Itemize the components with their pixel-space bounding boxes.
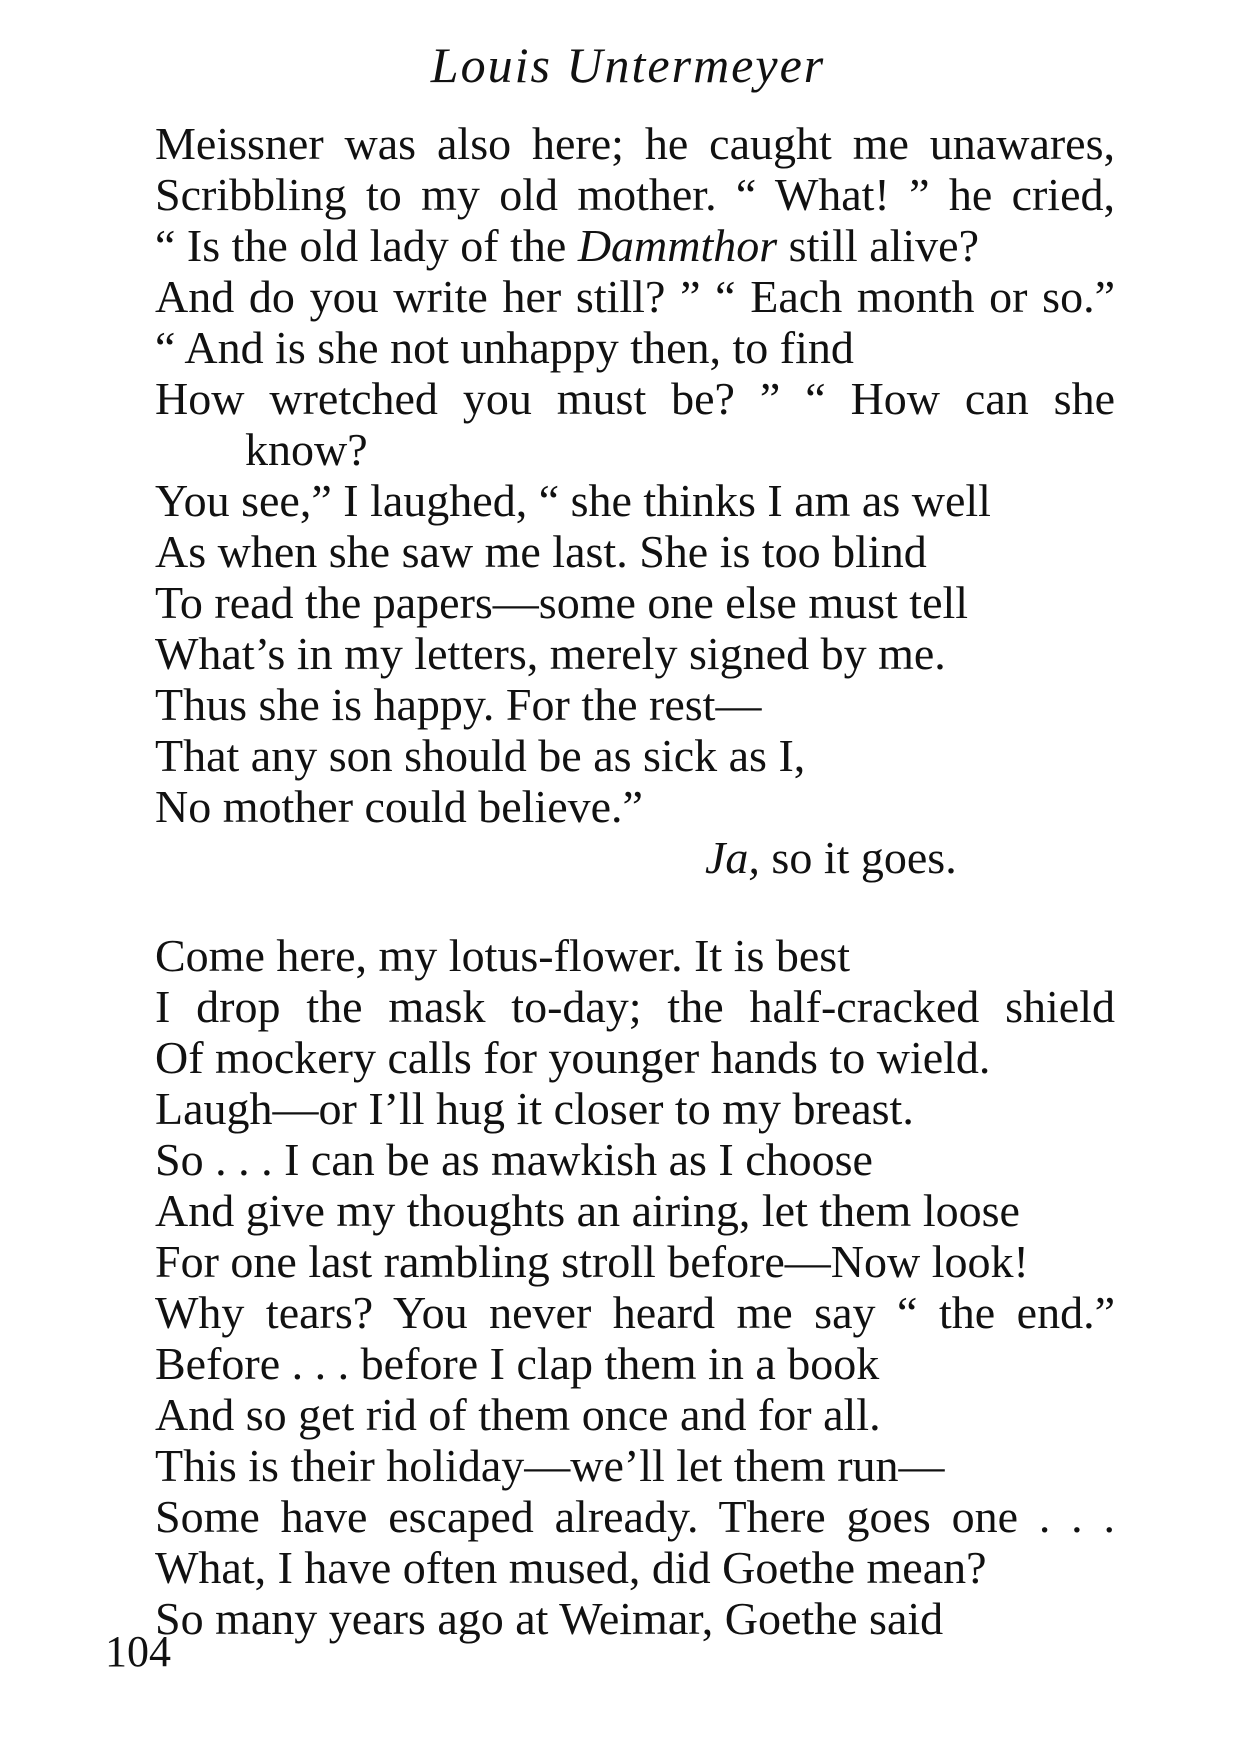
poem-line: Meissner was also here; he caught me unawares, — [155, 118, 1115, 169]
poem-line: Some have escaped already. There goes one . . . — [155, 1491, 1115, 1542]
poem-line: Before . . . before I clap them in a book — [155, 1338, 880, 1389]
poem-line: Of mockery calls for younger hands to wield. — [155, 1032, 991, 1083]
poem-line: Why tears? You never heard me say “ the end.” — [155, 1287, 1115, 1338]
running-head-author: Louis Untermeyer — [430, 37, 826, 93]
page-number: 104 — [105, 1627, 171, 1676]
poem-line: That any son should be as sick as I, — [155, 730, 806, 781]
line-text: still alive? — [777, 220, 980, 271]
poem-line: As when she saw me last. She is too blind — [155, 526, 927, 577]
stanza-1 — [155, 118, 1115, 883]
poem-line: I drop the mask to-day; the half-cracked shield — [155, 981, 1115, 1032]
italic-word: Ja, — [705, 832, 760, 883]
poem-line: You see,” I laughed, “ she thinks I am as well — [155, 475, 991, 526]
poem-line-dropped — [155, 832, 1115, 883]
poem-line: And give my thoughts an airing, let them loose — [155, 1185, 1020, 1236]
poem-line: For one last rambling stroll before—Now look! — [155, 1236, 1029, 1287]
poem-line: Scribbling to my old mother. “ What! ” he cried, — [155, 169, 1115, 220]
poem-line: How wretched you must be? ” “ How can she — [155, 373, 1115, 424]
poem-line — [155, 220, 1115, 271]
poem-line-runover: know? — [245, 424, 368, 475]
italic-place-name: Dammthor — [577, 220, 778, 271]
poem-line: This is their holiday—we’ll let them run— — [155, 1440, 945, 1491]
poem-line: Come here, my lotus-flower. It is best — [155, 930, 850, 981]
poem-line: What’s in my letters, merely signed by me. — [155, 628, 946, 679]
poem-line: So many years ago at Weimar, Goethe said — [155, 1593, 944, 1644]
poem-line: Thus she is happy. For the rest— — [155, 679, 762, 730]
poem-line: So . . . I can be as mawkish as I choose — [155, 1134, 873, 1185]
poem-line: And so get rid of them once and for all. — [155, 1389, 881, 1440]
poem-line: And do you write her still? ” “ Each month or so.” — [155, 271, 1115, 322]
poem-line: No mother could believe.” — [155, 781, 643, 832]
poem-line: To read the papers—some one else must tell — [155, 577, 969, 628]
poem-line: “ And is she not unhappy then, to find — [155, 322, 854, 373]
line-text: so it goes. — [759, 832, 957, 883]
stanza-2 — [155, 930, 1115, 1644]
line-text: “ Is the old lady of the — [155, 220, 578, 271]
poem-line: What, I have often mused, did Goethe mean? — [155, 1542, 987, 1593]
poem-line: Laugh—or I’ll hug it closer to my breast. — [155, 1083, 914, 1134]
